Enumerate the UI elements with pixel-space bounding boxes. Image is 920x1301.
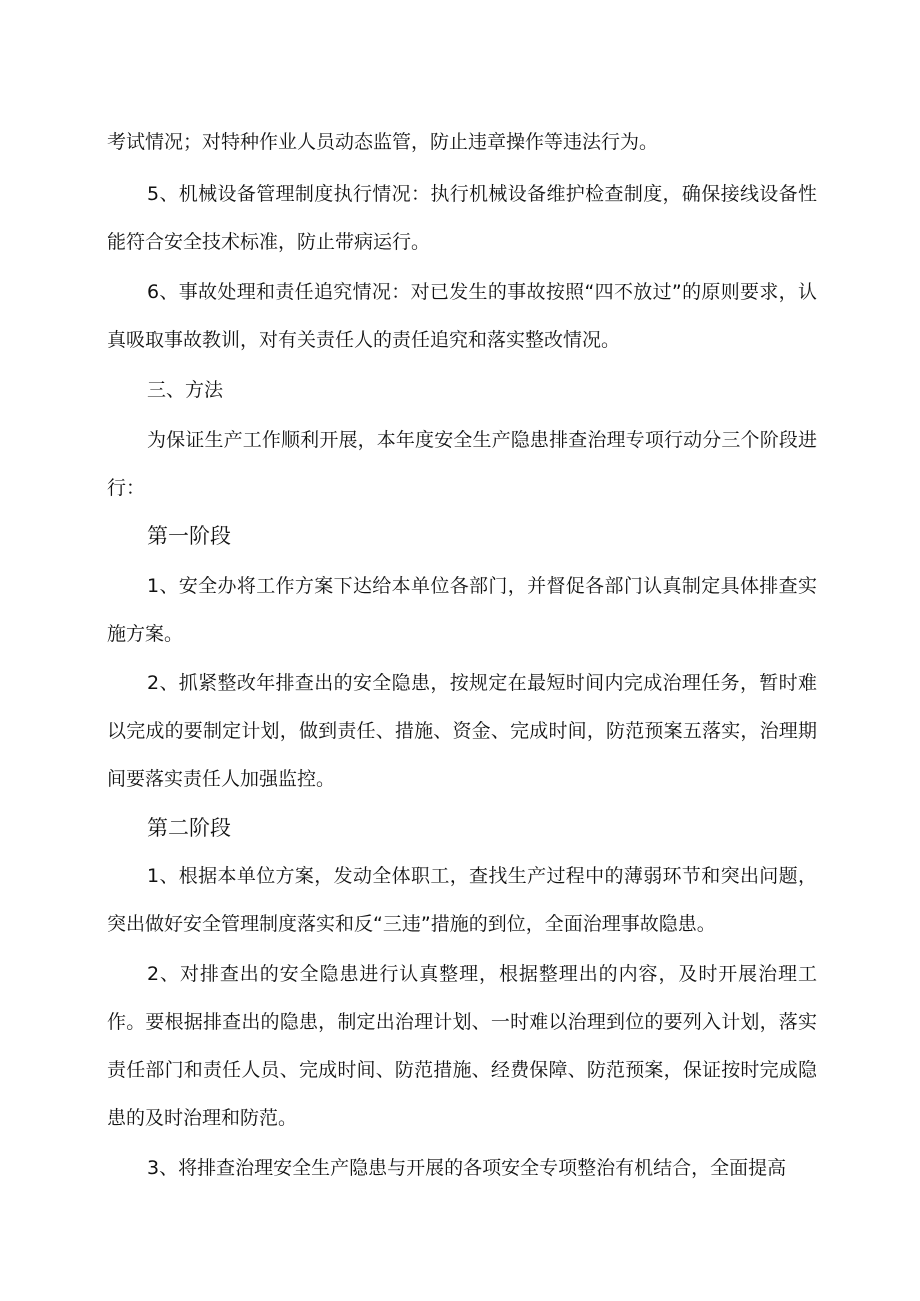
- phase-heading-1: 第一阶段: [147, 524, 231, 548]
- phase1-item-2: 2、抓紧整改年排查出的安全隐患，按规定在最短时间内完成治理任务，暂时难以完成的要制定计划，做到责任、措施、资金、完成时间，防范预案五落实，治理期间要落实责任人加强监控。: [107, 672, 817, 790]
- section-heading-methods: 三、方法: [147, 379, 224, 401]
- phase2-item-1: 1、根据本单位方案，发动全体职工，查找生产过程中的薄弱环节和突出问题，突出做好安全管理制度落实和反“三违”措施的到位，全面治理事故隐患。: [107, 865, 817, 935]
- phase1-item-1: 1、安全办将工作方案下达给本单位各部门，并督促各部门认真制定具体排查实施方案。: [107, 575, 817, 645]
- paragraph-item-5: 5、机械设备管理制度执行情况：执行机械设备维护检查制度，确保接线设备性能符合安全技术标准，防止带病运行。: [107, 183, 817, 253]
- paragraph-item-6: 6、事故处理和责任追究情况：对已发生的事故按照“四不放过”的原则要求，认真吸取事故教训，对有关责任人的责任追究和落实整改情况。: [107, 281, 817, 351]
- paragraph-continuation: 考试情况；对特种作业人员动态监管，防止违章操作等违法行为。: [107, 131, 659, 153]
- paragraph-intro: 为保证生产工作顺利开展，本年度安全生产隐患排查治理专项行动分三个阶段进行：: [107, 429, 817, 499]
- phase2-item-3: 3、将排查治理安全生产隐患与开展的各项安全专项整治有机结合，全面提高: [147, 1157, 787, 1179]
- phase2-item-2: 2、对排查出的安全隐患进行认真整理，根据整理出的内容，及时开展治理工作。要根据排查出的隐患，制定出治理计划、一时难以治理到位的要列入计划，落实责任部门和责任人员、完成时间、防范措施、经费保障、防范预案，保证按时完成隐患的及时治理和防范。: [107, 963, 817, 1129]
- phase-heading-2: 第二阶段: [147, 816, 231, 840]
